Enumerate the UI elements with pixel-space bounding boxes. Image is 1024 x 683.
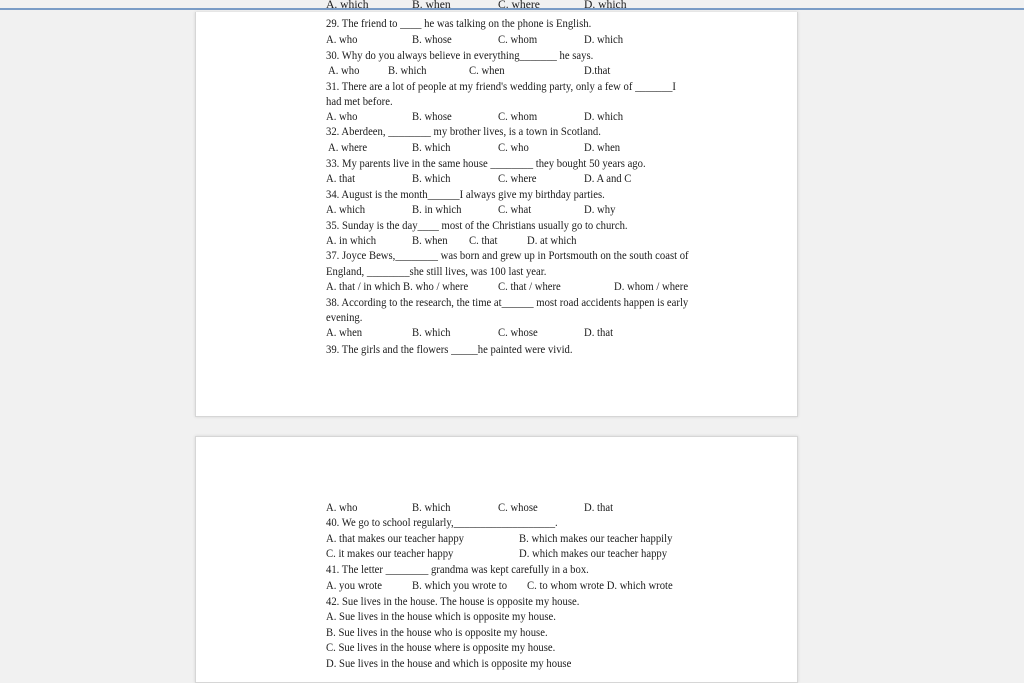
q31-opts-part-3-text: C. whom [498,110,538,123]
q38-opts-part-1-text: A. when [326,326,363,339]
q29-opts-part-2-text: B. whose [412,33,452,46]
cut-off-previous-options: A. which B. when C. where D. which [326,0,627,11]
q34-opts-part-3-text: C. what [498,203,532,216]
q40-opts2-part-1-text: C. it makes our teacher happy [326,547,454,560]
q39-opts-part-1-text: A. who [326,501,358,514]
q34-opts-part-2-text: B. in which [412,203,462,216]
q42-b-text: B. Sue lives in the house who is opposite my house. [326,626,548,639]
q38a-text: 38. According to the research, the time at______ most road accidents happen is early [326,296,689,309]
q29-opts-part-4-text: D. which [584,33,624,46]
q35-text: 35. Sunday is the day____ most of the Christians usually go to church. [326,219,628,232]
q34-opts-part-4-text: D. why [584,203,616,216]
q38-opts-part-3-text: C. whose [498,326,538,339]
q32-opts-part-4-text: D. when [584,141,621,154]
q39-text: 39. The girls and the flowers _____he painted were vivid. [326,343,573,356]
q42-d-text: D. Sue lives in the house and which is opposite my house [326,657,572,670]
q30-opts-part-3-text: C. when [469,64,505,77]
q42-c-text: C. Sue lives in the house where is opposite my house. [326,641,556,654]
q33-opts-part-3-text: C. where [498,172,537,185]
q33-opts-part-2-text: B. which [412,172,451,185]
q32-opts-part-2-text: B. which [412,141,451,154]
q30-opts-part-2-text: B. which [388,64,427,77]
q30-text: 30. Why do you always believe in everything_______ he says. [326,49,594,62]
q40-opts1-part-2-text: B. which makes our teacher happily [519,532,673,545]
q34-opts-part-1-text: A. which [326,203,366,216]
q29-text: 29. The friend to ____ he was talking on the phone is English. [326,17,592,30]
q31-opts-part-2-text: B. whose [412,110,452,123]
q40-opts1-part-1-text: A. that makes our teacher happy [326,532,465,545]
q30-opts-part-4-text: D.that [584,64,611,77]
q41-text: 41. The letter ________ grandma was kept carefully in a box. [326,563,589,576]
q37a-text: 37. Joyce Bews,________ was born and grew up in Portsmouth on the south coast of [326,249,689,262]
q37-opts-part-2-text: C. that / where [498,280,561,293]
q41-opts-part-3-text: C. to whom wrote D. which wrote [527,579,673,592]
q42-a-text: A. Sue lives in the house which is opposite my house. [326,610,556,623]
q41-opts-part-1-text: A. you wrote [326,579,382,592]
q40-opts2-part-2-text: D. which makes our teacher happy [519,547,668,560]
q39-opts-part-4-text: D. that [584,501,614,514]
q35-opts-part-3-text: C. that [469,234,498,247]
q33-text: 33. My parents live in the same house ________ they bought 50 years ago. [326,157,646,170]
q35-opts-part-2-text: B. when [412,234,448,247]
q29-opts-part-3-text: C. whom [498,33,538,46]
q32-text: 32. Aberdeen, ________ my brother lives, is a town in Scotland. [326,125,601,138]
q34-text: 34. August is the month______I always give my birthday parties. [326,188,605,201]
q39-opts-part-2-text: B. which [412,501,451,514]
q42-text: 42. Sue lives in the house. The house is opposite my house. [326,595,580,608]
q33-opts-part-4-text: D. A and C [584,172,632,185]
q40-text: 40. We go to school regularly,___________________. [326,516,558,529]
q38b-text: evening. [326,311,363,324]
q35-opts-part-4-text: D. at which [527,234,577,247]
q38-opts-part-2-text: B. which [412,326,451,339]
q32-opts-part-3-text: C. who [498,141,529,154]
q37b-text: England, ________she still lives, was 100 last year. [326,265,547,278]
q41-opts-part-2-text: B. which you wrote to [412,579,508,592]
q37-opts-part-3-text: D. whom / where [614,280,689,293]
q35-opts-part-1-text: A. in which [326,234,377,247]
q39-opts-part-3-text: C. whose [498,501,538,514]
q31b-text: had met before. [326,95,393,108]
q29-opts-part-1-text: A. who [326,33,358,46]
q30-opts-part-1-text: A. who [328,64,360,77]
q31a-text: 31. There are a lot of people at my friend's wedding party, only a few of _______I [326,80,676,93]
q31-opts-part-4-text: D. which [584,110,624,123]
q33-opts-part-1-text: A. that [326,172,356,185]
q32-opts-part-1-text: A. where [328,141,368,154]
q38-opts-part-4-text: D. that [584,326,614,339]
q37-opts-part-1-text: A. that / in which B. who / where [326,280,469,293]
q31-opts-part-1-text: A. who [326,110,358,123]
